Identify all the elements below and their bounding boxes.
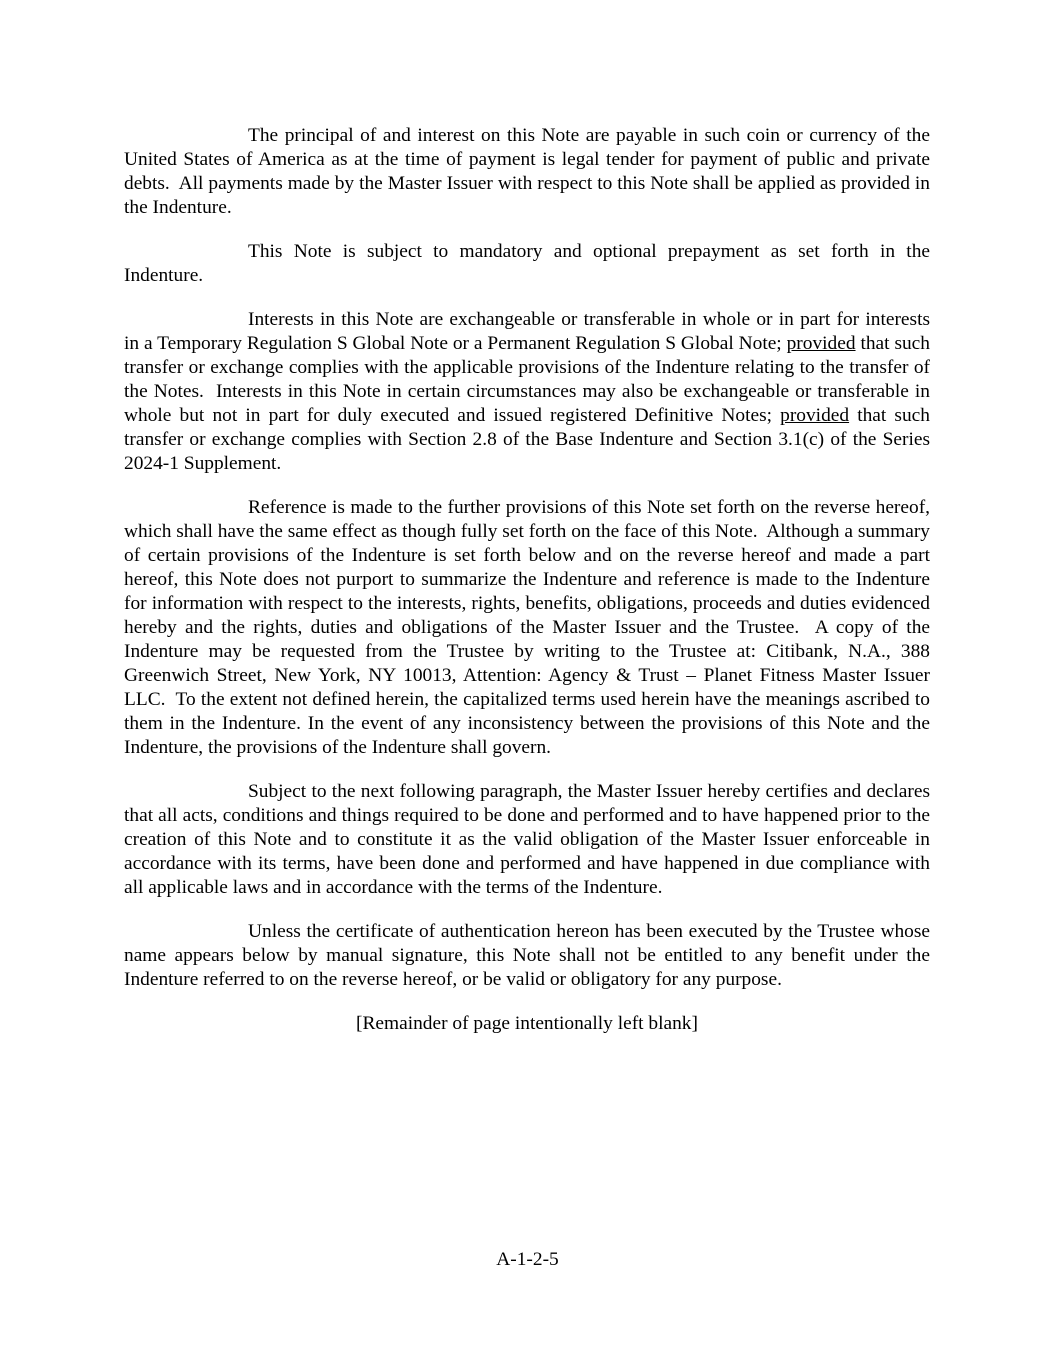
underlined-term: provided (780, 405, 850, 426)
paragraph-authentication (124, 920, 935, 992)
underlined-term: provided (786, 333, 856, 354)
paragraph-prepayment (124, 240, 935, 288)
paragraph-exchange (124, 308, 935, 476)
page-number: A-1-2-5 (496, 1249, 559, 1270)
paragraph-payment-currency (124, 124, 935, 220)
paragraph-text: The principal of and interest on this Note are payable in such coin or currency of the United States of America as at the time of payment is legal tender for payment of public and private debts. All payments made by the Master Issuer with respect to this Note shall be applied as provided in the Indenture. (124, 125, 935, 218)
paragraph-text: Reference is made to the further provisions of this Note set forth on the reverse hereof, which shall have the same effect as though fully set forth on the face of this Note. Although a summary of certain provisions of the Indenture is set forth below and on the reverse hereof and made a part hereof, this Note does not purport to summarize the Indenture and reference is made to the Indenture for information with respect to the interests, rights, benefits, obligations, proceeds and duties evidenced hereby and the rights, duties and obligations of the Master Issuer and the Trustee. A copy of the Indenture may be requested from the Trustee by writing to the Trustee at: Citibank, N.A., 388 Greenwich Street, New York, NY 10013, Attention: Agency & Trust – Planet Fitness Master Issuer LLC. To the extent not defined herein, the capitalized terms used herein have the meanings ascribed to them in the Indenture. In the event of any inconsistency between the provisions of this Note and the Indenture, the provisions of the Indenture shall govern. (124, 497, 935, 758)
paragraph-certification (124, 780, 935, 900)
paragraph-reference (124, 496, 935, 760)
paragraph-text: that such transfer or exchange complies with Section 2.8 of the Base Indenture and Section 3.1(c) of the Series 2024-1 Supplement. (124, 405, 935, 474)
paragraph-text: Unless the certificate of authentication hereon has been executed by the Trustee whose name appears below by manual signature, this Note shall not be entitled to any benefit under the Indenture referred to on the reverse hereof, or be valid or obligatory for any purpose. (124, 921, 935, 990)
paragraph-text: Interests in this Note are exchangeable or transferable in whole or in part for interests in a Temporary Regulation S Global Note or a Permanent Regulation S Global Note; (124, 309, 935, 354)
paragraph-text: Subject to the next following paragraph, the Master Issuer hereby certifies and declares that all acts, conditions and things required to be done and performed and to have happened prior to the creation of this Note and to constitute it as the valid obligation of the Master Issuer enforceable in accordance with its terms, have been done and performed and have happened in due compliance with all applicable laws and in accordance with the terms of the Indenture. (124, 781, 935, 898)
document-page (124, 124, 935, 1056)
remainder-note: [Remainder of page intentionally left blank] (356, 1013, 698, 1034)
paragraph-text: that such transfer or exchange complies with the applicable provisions of the Indenture relating to the transfer of the Notes. Interests in this Note in certain circumstances may also be exchangeable or transferable in whole but not in part for duly executed and issued registered Definitive Notes; (124, 333, 935, 426)
paragraph-text: This Note is subject to mandatory and optional prepayment as set forth in the Indenture. (124, 241, 935, 286)
